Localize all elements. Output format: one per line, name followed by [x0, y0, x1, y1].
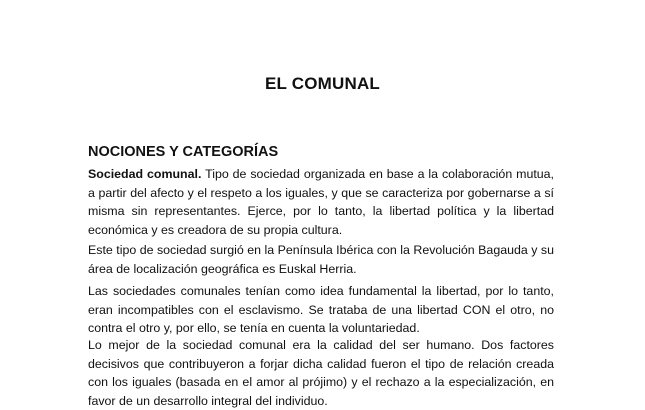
term-label: Sociedad comunal.	[88, 167, 202, 181]
paragraph-text: Este tipo de sociedad surgió en la Península Ibérica con la Revolución Bagauda y su área de localización geográfica es Euskal Herria.	[88, 243, 554, 276]
paragraph	[88, 336, 554, 410]
document-title: EL COMUNAL	[264, 74, 380, 93]
paragraph-text: Tipo de sociedad organizada en base a la colaboración mutua, a partir del afecto y el respeto a los iguales, y que se caracteriza por gobernarse a sí misma sin representantes. Ejerce, por lo tanto, la libertad política y la libertad económica y es creadora de su propia cultura.	[88, 167, 554, 237]
paragraph	[88, 241, 554, 278]
paragraph-definition	[88, 165, 554, 239]
section-heading: NOCIONES Y CATEGORÍAS	[88, 144, 279, 160]
paragraph-text: Lo mejor de la sociedad comunal era la calidad del ser humano. Dos factores decisivos que contribuyeron a forjar dicha calidad fueron el tipo de relación creada con los iguales (basada en el amor al prójimo) y el rechazo a la especialización, en favor de un desarrollo integral del individuo.	[88, 338, 554, 408]
paragraph	[88, 282, 554, 338]
paragraph-text: Las sociedades comunales tenían como idea fundamental la libertad, por lo tanto, eran incompatibles con el esclavismo. Se trataba de una libertad CON el otro, no contra el otro y, por ello, se tenía en cuenta la voluntariedad.	[88, 284, 554, 335]
